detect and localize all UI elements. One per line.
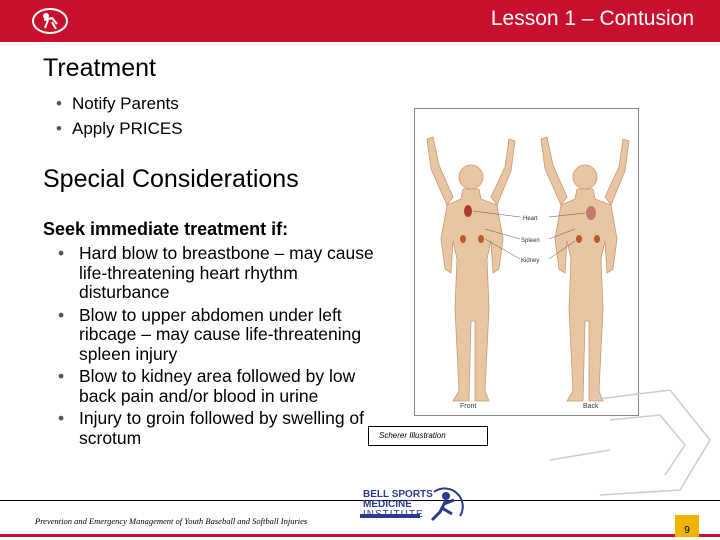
illustration-caption: Scherer Illustration: [368, 426, 488, 446]
front-label: Front: [460, 403, 477, 410]
back-label: Back: [583, 403, 599, 410]
footer-course-title: Prevention and Emergency Management of Youth Baseball and Softball Injuries: [35, 516, 308, 526]
list-item: • Apply PRICES: [48, 119, 183, 139]
front-body-figure: [427, 137, 515, 401]
list-item: • Notify Parents: [48, 94, 183, 114]
treatment-heading: Treatment: [43, 54, 157, 82]
header-bar: [0, 0, 720, 42]
heart-label: Heart: [523, 216, 538, 222]
back-body-figure: [541, 137, 629, 401]
list-item: • Hard blow to breastbone – may cause life-threatening heart rhythm disturbance: [48, 244, 388, 303]
sponsor-line: BELL SPORTS: [363, 489, 433, 500]
footer-accent-line: [0, 534, 720, 537]
list-item: • Blow to kidney area followed by low back pain and/or blood in urine: [48, 367, 388, 406]
anatomy-illustration: [414, 108, 639, 416]
baseball-player-logo-icon: [30, 6, 70, 36]
considerations-list: [48, 244, 388, 451]
seek-treatment-intro: Seek immediate treatment if:: [43, 219, 289, 239]
spleen-label: Spleen: [521, 238, 540, 244]
sponsor-line: INSTITUTE: [363, 509, 424, 520]
list-item: • Blow to upper abdomen under left ribcage – may cause life-threatening spleen injury: [48, 306, 388, 365]
page-number: 9: [675, 515, 699, 537]
sponsor-line: MEDICINE: [363, 499, 412, 510]
list-item: • Injury to groin followed by swelling of scrotum: [48, 409, 388, 448]
treatment-list: [48, 94, 183, 144]
kidney-label: Kidney: [521, 258, 540, 264]
baseball-glove-watermark-icon: [430, 380, 720, 500]
special-considerations-heading: Special Considerations: [43, 165, 299, 193]
slide-title: Lesson 1 – Contusion: [490, 7, 694, 30]
bell-sports-medicine-logo: [360, 486, 470, 524]
